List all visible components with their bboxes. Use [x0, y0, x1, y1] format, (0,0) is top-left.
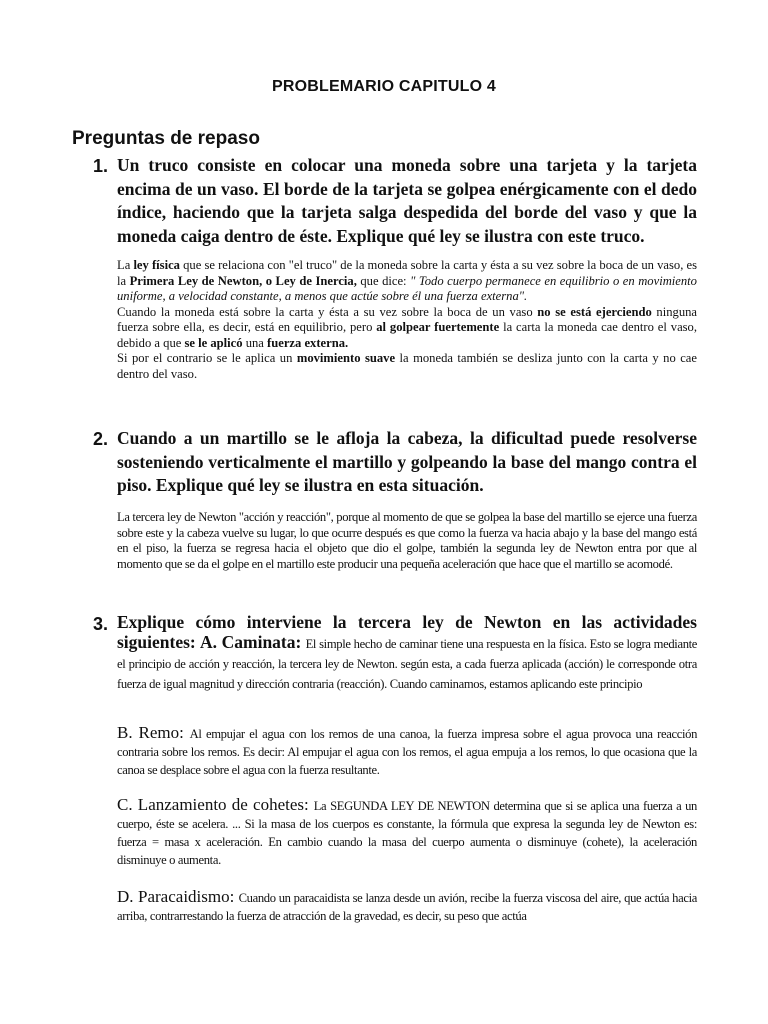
question-2-number: 2.	[93, 429, 109, 449]
answer-1-text: que se relaciona con "el truco" de la moneda sobre la carta y ésta a su vez sobre la boca de un vaso, es la	[117, 258, 698, 288]
answer-1-text: ninguna fuerza sobre ella, es decir, está en equilibrio, pero	[117, 304, 697, 334]
item-c	[117, 796, 697, 869]
answer-1-paragraph-3	[117, 351, 697, 382]
answer-1-quote: " Todo cuerpo permanece en equilibrio o en movimiento uniforme, a velocidad constante, a menos que actúe sobre él una fuerza externa".	[117, 273, 697, 303]
answer-1-text: La	[117, 258, 134, 272]
answer-1-text: la carta la moneda cae dentro el vaso, debido a que	[117, 320, 697, 350]
answer-1-text: una	[242, 335, 268, 350]
answer-1-text: Si por el contrario se le aplica un	[117, 351, 297, 365]
item-d	[117, 888, 697, 925]
item-a-label: A. Caminata:	[200, 632, 302, 652]
item-d-text: Cuando un paracaidista se lanza desde un avión, recibe la fuerza viscosa del aire, que actúa hacia arriba, contrarrestando la fuerza de atracción de la gravedad, es decir, su peso que actúa	[117, 891, 697, 923]
answer-2: La tercera ley de Newton "acción y reacción", porque al momento de que se golpea la base del martillo se ejerce una fuerza sobre este y la cabeza vuelve su lugar, lo que ocurre después es que como la fuerza va hacia abajo y la base del mango está en el piso, la fuerza se regresa hacia el objeto que dio el golpe, también la segunda ley de Newton entra por que al momento que se da el golpe en el martillo este producir una pequeña aceleración que hace que el martillo se acomodé.	[117, 510, 697, 571]
question-1-number: 1.	[93, 156, 109, 176]
answer-1-text: Cuando la moneda está sobre la carta y ésta a su vez sobre la boca de un vaso	[117, 304, 538, 319]
answer-1-bold: se le aplicó	[184, 335, 243, 350]
answer-1-paragraph-2	[117, 305, 697, 352]
item-b-text: Al empujar el agua con los remos de una canoa, la fuerza impresa sobre el agua provoca una reacción contraria sobre los remos. Es decir: Al empujar el agua con los remos, el agua empuja a los remos, lo que ocasiona que la canoa se desplace sobre el agua con la fuerza resultante.	[117, 727, 698, 777]
answer-1-bold: movimiento suave	[296, 351, 396, 365]
question-2-text: Cuando a un martillo se le afloja la cabeza, la dificultad puede resolverse sosteniendo verticalmente el martillo y golpeando la base del mango contra el piso. Explique qué ley se ilustra en esta situación.	[117, 428, 697, 495]
page-title: PROBLEMARIO CAPITULO 4	[272, 78, 496, 95]
answer-1-bold: fuerza externa.	[267, 335, 349, 350]
item-c-label: C. Lanzamiento de cohetes:	[117, 795, 309, 814]
section-heading: Preguntas de repaso	[72, 128, 260, 149]
answer-1-bold: ley física	[133, 258, 180, 272]
item-a-text: El simple hecho de caminar tiene una respuesta en la física. Esto se logra mediante el principio de acción y reacción, la tercera ley de Newton. según esta, a cada fuerza aplicada (acción) le corresponde otra fuerza de igual magnitud y dirección contraria (reacción). Cuando caminamos, estamos aplicando este principio	[117, 637, 698, 691]
answer-1	[117, 258, 697, 382]
answer-1-paragraph-1	[117, 258, 697, 305]
item-b	[117, 724, 697, 779]
answer-1-bold: no se está ejerciendo	[537, 304, 652, 319]
answer-1-text: la moneda también se desliza junto con la carta y no cae dentro del vaso.	[117, 351, 697, 381]
answer-1-text: que dice:	[356, 273, 411, 288]
answer-1-bold: Primera Ley de Newton, o Ley de Inercia,	[129, 273, 357, 288]
answer-1-bold: al golpear fuertemente	[376, 320, 500, 334]
item-c-text: La SEGUNDA LEY DE NEWTON determina que si se aplica una fuerza a un cuerpo, éste se acelera. ... Si la masa de los cuerpos es constante, la fórmula que expresa la segunda ley de Newton es: fuerza = masa x aceleración. En cambio cuando la masa del cuerpo aumenta o disminuye (cohete), la aceleración disminuye o aumenta.	[117, 799, 698, 867]
item-d-label: D. Paracaidismo:	[117, 887, 235, 906]
question-3-number: 3.	[93, 614, 109, 634]
question-3-text: Explique cómo interviene la tercera ley de Newton en las actividades siguientes:	[117, 612, 697, 652]
question-3-block	[117, 613, 697, 694]
item-b-label: B. Remo:	[117, 723, 184, 742]
question-1-text: Un truco consiste en colocar una moneda sobre una tarjeta y la tarjeta encima de un vaso. El borde de la tarjeta se golpea enérgicamente con el dedo índice, haciendo que la tarjeta salga despedida del borde del vaso y que la moneda caiga dentro de éste. Explique qué ley se ilustra con este truco.	[117, 155, 697, 246]
